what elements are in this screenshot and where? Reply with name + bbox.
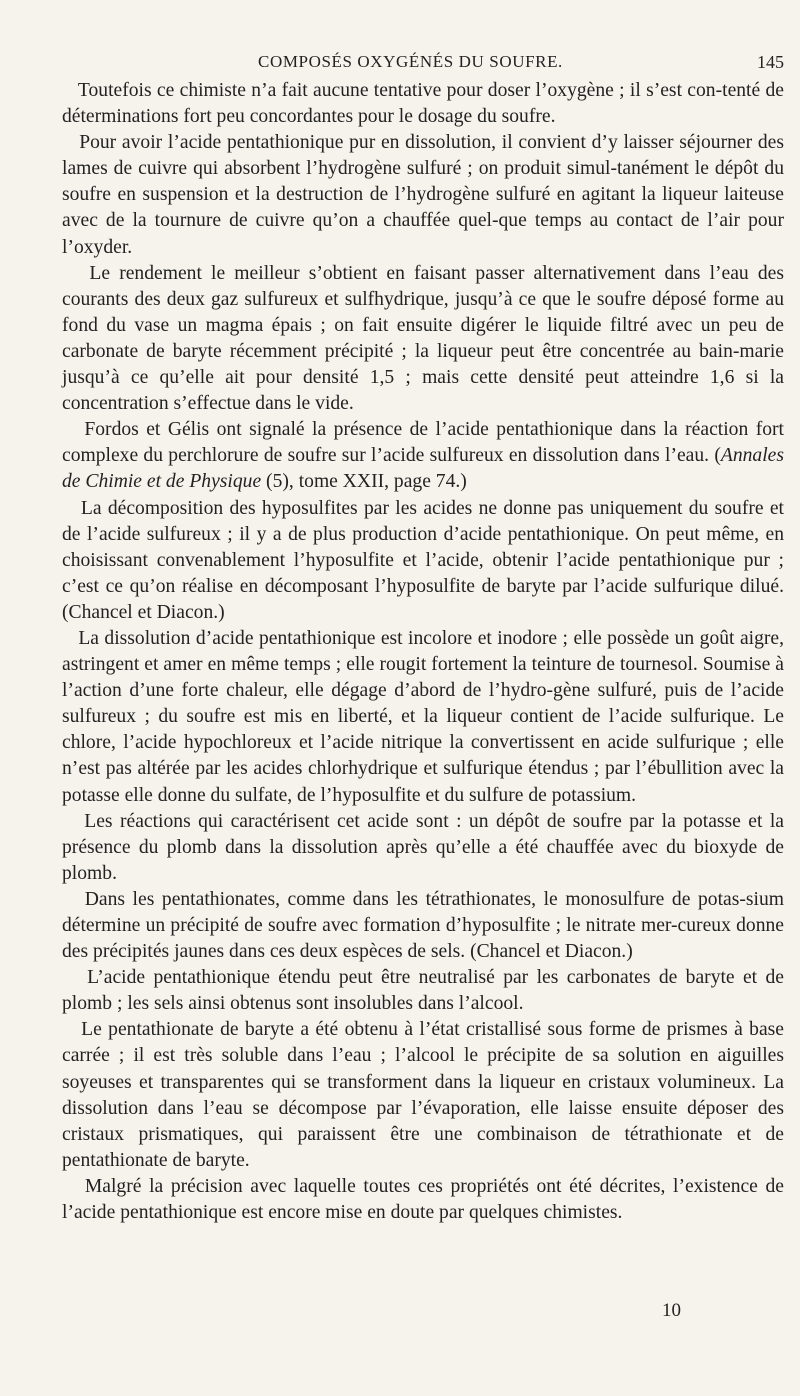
paragraph: Dans les pentathionates, comme dans les tétrathionates, le monosulfure de potas-sium détermine un précipité de soufre avec formation d’hyposulfite ; le nitrate mer-cureux donne des précipités jaunes dans ces deux espèces de sels. (Chancel et Diacon.) bbox=[62, 888, 784, 963]
paragraph: Fordos et Gélis ont signalé la présence de l’acide pentathionique dans la réaction fort complexe du perchlorure de soufre sur l’acide sulfureux en dissolution dans l’eau. (Annales de Chimie et de Physique (5), tome XXII, page 74.) bbox=[62, 419, 784, 493]
paragraph: Toutefois ce chimiste n’a fait aucune tentative pour doser l’oxygène ; il s’est con-tenté de déterminations fort peu concordantes pour le dosage du soufre. bbox=[62, 80, 784, 128]
page-body bbox=[62, 78, 784, 1226]
paragraph: Pour avoir l’acide pentathionique pur en dissolution, il convient d’y laisser séjourner des lames de cuivre qui absorbent l’hydrogène sulfuré ; on produit simul-tanément le dépôt du soufre en suspension et la destruction de l’hydrogène sulfuré en agitant la liqueur laiteuse avec de la tournure de cuivre qu’on a chauffée quel-que temps au contact de l’air pour l’oxyder. bbox=[62, 132, 784, 258]
paragraph: Malgré la précision avec laquelle toutes ces propriétés ont été décrites, l’existence de l’acide pentathionique est encore mise en doute par quelques chimistes. bbox=[62, 1175, 784, 1224]
citation-title: Annales de Chimie et de Physique bbox=[62, 445, 784, 493]
page-number: 145 bbox=[757, 52, 784, 72]
paragraph: La décomposition des hyposulfites par les acides ne donne pas uniquement du soufre et de l’acide sulfureux ; il y a de plus production d’acide pentathionique. On peut même, en choisissant convenablement l’hyposulfite et l’acide, obtenir l’acide pentathionique pur ; c’est ce qu’on réalise en décomposant l’hyposulfite de baryte par l’acide sulfurique dilué. (Chancel et Diacon.) bbox=[62, 497, 784, 623]
citation: (Annales de Chimie et de Physique (5), tome XXII, page 74.) bbox=[62, 445, 784, 493]
page-header bbox=[60, 48, 784, 78]
paragraph: Le pentathionate de baryte a été obtenu à l’état cristallisé sous forme de prismes à base carrée ; il est très soluble dans l’eau ; l’alcool le précipite de sa solution en aiguilles soyeuses et transparentes qui se transforment dans la liqueur en cristaux volumineux. La dissolution dans l’eau se décompose par l’évaporation, elle laisse ensuite déposer des cristaux prismatiques, qui paraissent être une combinaison de tétrathionate et de pentathionate de baryte. bbox=[62, 1019, 784, 1171]
paragraph: La dissolution d’acide pentathionique est incolore et inodore ; elle possède un goût aigre, astringent et amer en même temps ; elle rougit fortement la teinture de tournesol. Soumise à l’action d’une forte chaleur, elle dégage d’abord de l’hydro-gène sulfuré, puis de l’acide sulfureux ; du soufre est mis en liberté, et la liqueur contient de l’acide sulfurique. Le chlore, l’acide hypochloreux et l’acide nitrique la convertissent en acide sulfurique ; elle n’est pas altérée par les acides chlorhydrique et sulfurique étendus ; par l’ébullition avec la potasse elle donne du sulfate, de l’hyposulfite et du sulfure de potassium. bbox=[62, 627, 784, 806]
signature-mark: 10 bbox=[662, 1300, 681, 1321]
running-title: COMPOSÉS OXYGÉNÉS DU SOUFRE. bbox=[258, 52, 563, 71]
paragraph: Le rendement le meilleur s’obtient en faisant passer alternativement dans l’eau des courants des deux gaz sulfureux et sulfhydrique, jusqu’à ce que le soufre déposé forme au fond du vase un magma épais ; on fait ensuite digérer le liquide filtré avec un peu de carbonate de baryte récemment précipité ; la liqueur peut être concentrée au bain-marie jusqu’à ce qu’elle ait pour densité 1,5 ; mais cette densité peut atteindre 1,6 si la concentration s’effectue dans le vide. bbox=[62, 262, 784, 415]
paragraph: L’acide pentathionique étendu peut être neutralisé par les carbonates de baryte et de plomb ; les sels ainsi obtenus sont insolubles dans l’alcool. bbox=[62, 967, 784, 1015]
paragraph: Les réactions qui caractérisent cet acide sont : un dépôt de soufre par la potasse et la présence du plomb dans la dissolution après qu’elle a été chauffée avec du bioxyde de plomb. bbox=[62, 810, 784, 884]
